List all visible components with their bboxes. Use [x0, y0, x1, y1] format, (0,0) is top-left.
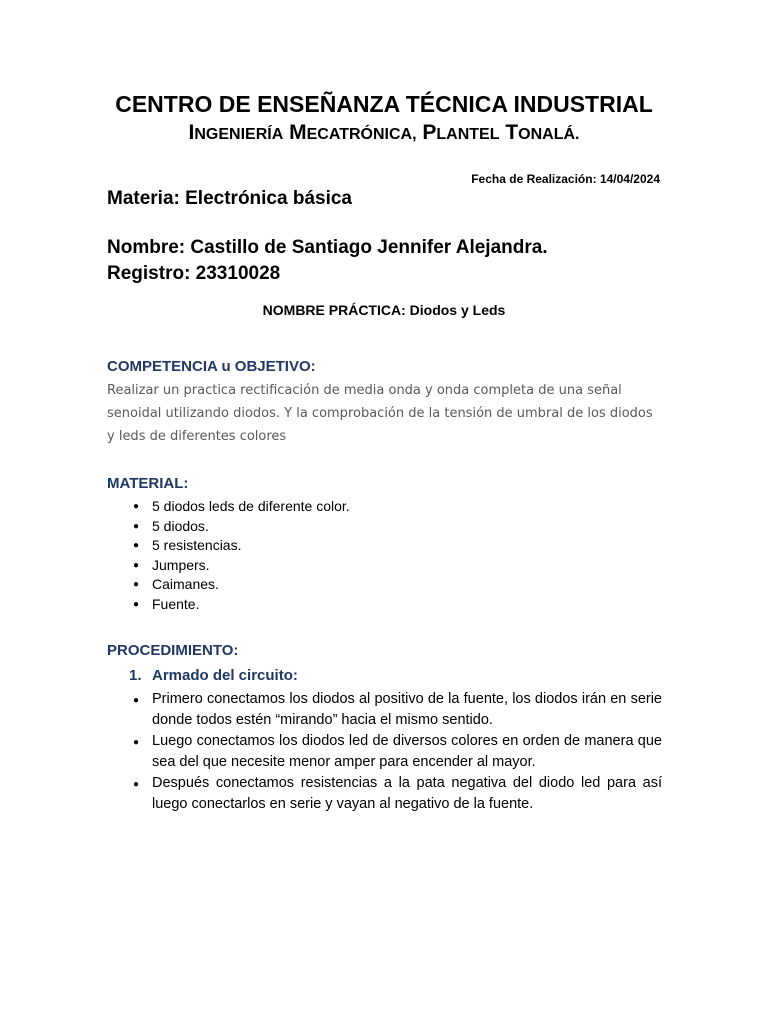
program-subtitle [0, 119, 768, 149]
subtitle-word: PLANTEL [422, 121, 500, 144]
bullet-icon: ● [133, 695, 140, 706]
bullet-icon: ● [133, 501, 140, 512]
bullet-icon: ● [133, 737, 140, 748]
list-item: ● Jumpers. [107, 556, 350, 576]
bullet-icon: ● [133, 579, 140, 591]
subtitle-word: MECATRÓNICA, [289, 121, 417, 144]
step-title: Armado del circuito: [152, 667, 298, 684]
bullet-icon: ● [133, 540, 140, 552]
list-item: ● 5 diodos. [107, 517, 350, 537]
competencia-heading: COMPETENCIA u OBJETIVO: [107, 358, 316, 375]
step-number: 1. [129, 667, 142, 684]
list-item: ● Caimanes. [107, 575, 350, 595]
subtitle-word: TONALÁ. [505, 121, 580, 144]
date-value: 14/04/2024 [599, 172, 660, 186]
procedimiento-heading: PROCEDIMIENTO: [107, 642, 239, 659]
practice-name [0, 301, 768, 319]
step-heading [129, 666, 298, 686]
subtitle-word: INGENIERÍA [188, 121, 284, 144]
bullet-icon: ● [133, 779, 140, 790]
objective-text: Realizar un practica rectificación de media onda y onda completa de una señal senoidal utilizando diodos. Y la comprobación de la tensión de umbral de los diodos y leds de diferentes colores [107, 383, 653, 444]
material-list [107, 497, 350, 615]
date-label: Fecha de Realización: [471, 172, 597, 186]
date-line [471, 171, 660, 187]
procedure-list [107, 689, 662, 815]
list-item: ● Primero conectamos los diodos al positivo de la fuente, los diodos irán en serie donde todos estén “mirando” hacia el mismo sentido. [133, 691, 662, 728]
subject-line: Materia: Electrónica básica [107, 188, 352, 209]
list-item: ● Fuente. [107, 595, 350, 615]
institution-title: CENTRO DE ENSEÑANZA TÉCNICA INDUSTRIAL [115, 91, 653, 117]
practice-value: Diodos y Leds [409, 302, 506, 318]
bullet-icon: ● [133, 559, 140, 571]
bullet-icon: ● [133, 520, 140, 532]
material-heading: MATERIAL: [107, 475, 189, 492]
list-item: ● 5 resistencias. [107, 536, 350, 556]
list-item: ● Después conectamos resistencias a la pata negativa del diodo led para así luego conectarlos en serie y vayan al negativo de la fuente. [133, 775, 662, 812]
bullet-icon: ● [133, 598, 140, 610]
student-name: Nombre: Castillo de Santiago Jennifer Alejandra. [107, 237, 548, 258]
list-item: ● 5 diodos leds de diferente color. [107, 497, 350, 517]
list-item: ● Luego conectamos los diodos led de diversos colores en orden de manera que sea del que necesite menor amper para encender al mayor. [133, 733, 662, 770]
practice-label: NOMBRE PRÁCTICA: [262, 302, 406, 318]
registration-number: Registro: 23310028 [107, 263, 281, 284]
